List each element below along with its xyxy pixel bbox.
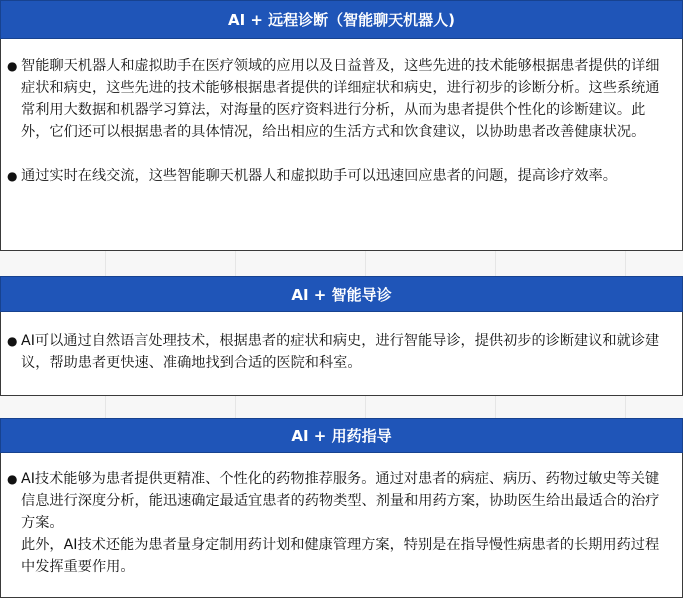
item-text: 智能聊天机器人和虚拟助手在医疗领域的应用以及日益普及，这些先进的技术能够根据患者提供的详细症状和病史，这些先进的技术能够根据患者提供的详细症状和病史，进行初步的诊断分析。这些系统通常利用大数据和机器学习算法，对海量的医疗资料进行分析，从而为患者提供个性化的诊断建议。此外，它们还可以根据患者的具体情况，给出相应的生活方式和饮食建议，以协助患者改善健康状况。 — [21, 58, 660, 140]
item-text: AI可以通过自然语言处理技术，根据患者的症状和病史，进行智能导诊，提供初步的诊断建议和就诊建议，帮助患者更快速、准确地找到合适的医院和科室。 — [21, 333, 660, 371]
item-continuation: 此外，AI技术还能为患者量身定制用药计划和健康管理方案，特别是在指导慢性病患者的长期用药过程中发挥重要作用。 — [21, 537, 660, 575]
bullet-icon: ● — [7, 169, 18, 183]
item-text: 通过实时在线交流，这些智能聊天机器人和虚拟助手可以迅速回应患者的问题，提高诊疗效率。 — [21, 168, 617, 184]
section-title: AI + 智能导诊 — [0, 276, 683, 312]
bullet-icon: ● — [7, 472, 18, 486]
list-item — [7, 330, 672, 374]
section-body — [0, 453, 683, 598]
section-body — [0, 312, 683, 396]
bullet-icon: ● — [7, 59, 18, 73]
section-title: AI + 远程诊断（智能聊天机器人) — [0, 0, 683, 39]
list-item — [7, 165, 672, 187]
section-title: AI + 用药指导 — [0, 418, 683, 453]
list-item — [7, 468, 672, 534]
section-remote-diagnosis — [0, 0, 683, 251]
section-gap — [0, 396, 683, 418]
section-medication-guidance — [0, 418, 683, 598]
section-smart-triage — [0, 276, 683, 396]
item-text: AI技术能够为患者提供更精准、个性化的药物推荐服务。通过对患者的病症、病历、药物过敏史等关键信息进行深度分析，能迅速确定最适宜患者的药物类型、剂量和用药方案，协助医生给出最适合的治疗方案。 — [21, 471, 660, 531]
section-gap — [0, 251, 683, 276]
section-body — [0, 39, 683, 251]
bullet-icon: ● — [7, 334, 18, 348]
list-item — [7, 55, 672, 143]
